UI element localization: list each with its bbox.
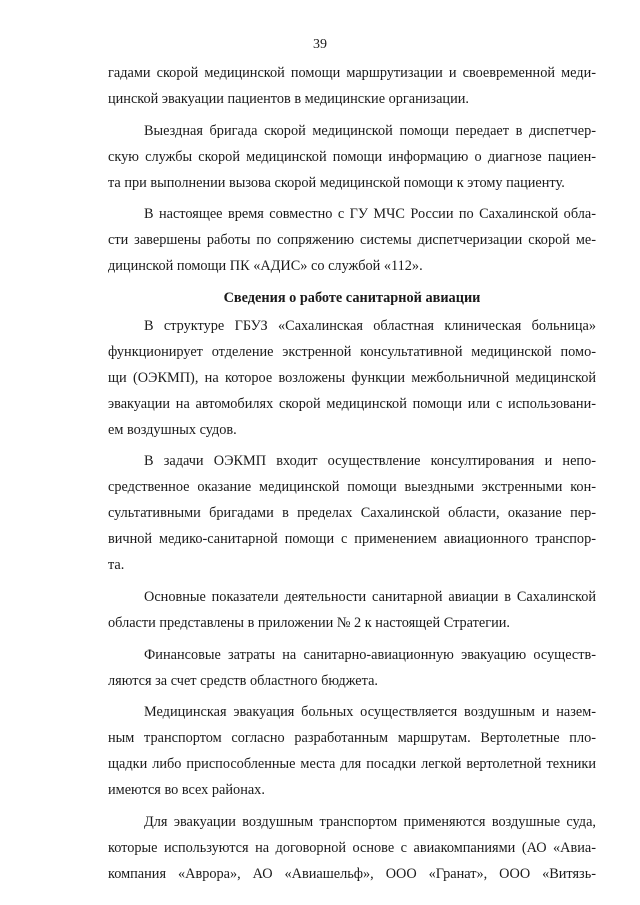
paragraph: [108, 449, 596, 578]
text-line: щадки либо приспособленные места для посадки легкой вертолетной техники: [108, 756, 596, 773]
text-line: Финансовые затраты на санитарно-авиационную эвакуацию осуществ-: [144, 646, 596, 663]
text-line: В настоящее время совместно с ГУ МЧС России по Сахалинской обла-: [144, 206, 596, 223]
paragraph: [108, 61, 596, 113]
text-line: цинской эвакуации пациентов в медицинские организации.: [108, 90, 469, 107]
paragraph: [108, 314, 596, 443]
text-line: функционирует отделение экстренной консультативной медицинской помо-: [108, 343, 596, 360]
text-line: ляются за счет средств областного бюджета.: [108, 672, 378, 689]
text-line: щи (ОЭКМП), на которое возложены функции межбольничной медицинской: [108, 369, 596, 386]
text-line: области представлены в приложении № 2 к настоящей Стратегии.: [108, 614, 510, 631]
paragraph: [108, 202, 596, 280]
text-line: В структуре ГБУЗ «Сахалинская областная клиническая больница»: [144, 318, 596, 335]
text-line: В задачи ОЭКМП входит осуществление консултирования и непо-: [144, 453, 596, 470]
paragraph: [108, 119, 596, 197]
paragraph: [108, 700, 596, 804]
text-line: сти завершены работы по сопряжению системы диспетчеризации скорой ме-: [108, 232, 596, 249]
paragraph: [108, 585, 596, 637]
text-line: та при выполнении вызова скорой медицинской помощи к этому пациенту.: [108, 174, 565, 191]
text-line: та.: [108, 557, 125, 574]
text-line: ем воздушных судов.: [108, 421, 237, 438]
text-line: скую службы скорой медицинской помощи информацию о диагнозе пациен-: [108, 148, 596, 165]
text-line: Основные показатели деятельности санитарной авиации в Сахалинской: [144, 588, 596, 605]
text-line: которые используются на договорной основе с авиакомпаниями (АО «Авиа-: [108, 839, 596, 856]
text-line: компания «Аврора», АО «Авиашельф», ООО «Гранат», ООО «Витязь-: [108, 865, 596, 882]
section-heading: Сведения о работе санитарной авиации: [223, 290, 481, 307]
text-line: эвакуации на автомобилях скорой медицинской помощи или с использовани-: [108, 395, 596, 412]
text-line: вичной медико-санитарной помощи с применением авиационного транспор-: [108, 531, 596, 548]
text-line: ным транспортом согласно разработанным маршрутам. Вертолетные пло-: [108, 730, 596, 747]
text-line: Для эвакуации воздушным транспортом применяются воздушные суда,: [144, 814, 596, 831]
text-line: Медицинская эвакуация больных осуществляется воздушным и назем-: [144, 704, 596, 721]
page-number: 39: [313, 37, 327, 52]
document-body: [108, 61, 596, 894]
text-line: Выездная бригада скорой медицинской помощи передает в диспетчер-: [144, 122, 596, 139]
paragraph: [108, 643, 596, 695]
paragraph: [108, 810, 596, 888]
text-line: гадами скорой медицинской помощи маршрутизации и своевременной меди-: [108, 65, 596, 81]
text-line: дицинской помощи ПК «АДИС» со службой «112».: [108, 258, 423, 275]
text-line: сультативными бригадами в пределах Сахалинской области, оказание пер-: [108, 505, 596, 522]
text-line: средственное оказание медицинской помощи выездными экстренными кон-: [108, 479, 596, 496]
text-line: имеются во всех районах.: [108, 782, 265, 799]
